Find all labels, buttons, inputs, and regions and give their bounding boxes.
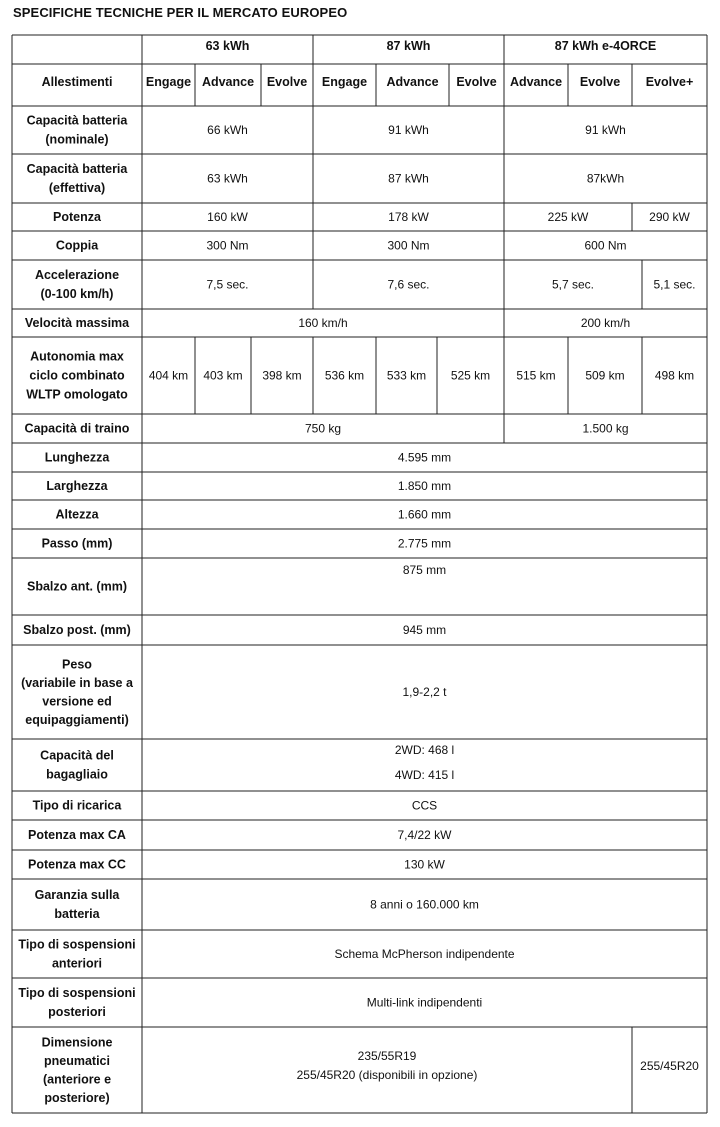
row-label-line: (variabile in base a — [21, 675, 133, 690]
row-label-line: Capacità batteria — [26, 113, 128, 128]
row-label-line: versione ed — [42, 694, 112, 709]
cell-value: 255/45R20 (disponibili in opzione) — [296, 1068, 478, 1082]
row-label-line: Capacità batteria — [26, 162, 128, 176]
cell-value: 525 km — [450, 368, 491, 383]
row-label-line: (effettiva) — [48, 181, 106, 195]
row-label — [42, 537, 113, 551]
row-label — [46, 479, 108, 493]
row-label-line: (0-100 km/h) — [40, 287, 114, 301]
row-label — [35, 268, 119, 301]
row-label-line: Dimensione — [41, 1035, 113, 1050]
cell-value: 533 km — [386, 368, 427, 383]
row-label — [28, 858, 126, 872]
cell-value: 255/45R20 — [640, 1059, 699, 1073]
row-label — [26, 350, 128, 402]
trim-header: Advance — [509, 75, 563, 89]
row-label-line: Garanzia sulla — [34, 888, 120, 902]
cell-value: 4.595 mm — [397, 450, 452, 465]
cell-value: 66 kWh — [207, 123, 248, 137]
row-label-line: Sbalzo post. (mm) — [23, 623, 131, 637]
row-label-line: WLTP omologato — [26, 387, 128, 402]
row-label — [40, 749, 114, 782]
row-label — [35, 888, 121, 921]
cell-value: 235/55R19 — [357, 1049, 417, 1063]
row-label — [27, 114, 129, 147]
cell-value: 498 km — [654, 368, 695, 383]
row-label — [25, 316, 130, 330]
row-label-line: Coppia — [55, 238, 99, 253]
row-label-line: ciclo combinato — [29, 368, 125, 383]
trim-header: Evolve — [456, 75, 497, 89]
row-label — [27, 580, 127, 594]
cell-value: 91 kWh — [585, 123, 626, 137]
group-header: 87 kWh e-4ORCE — [554, 39, 657, 53]
cell-value: 63 kWh — [207, 171, 248, 186]
group-header: 87 kWh — [386, 39, 431, 53]
trim-header: Evolve — [579, 75, 621, 89]
row-label — [21, 657, 134, 727]
cell-value: 7,4/22 kW — [397, 828, 452, 842]
cell-value: 225 kW — [547, 210, 589, 224]
row-label-line: Capacità del — [40, 748, 114, 763]
cell-value: 1.850 mm — [397, 479, 452, 493]
row-label-line: bagagliaio — [46, 767, 108, 782]
cell-value: 515 km — [516, 368, 556, 383]
row-label-line: Sbalzo ant. (mm) — [26, 579, 128, 594]
row-label — [45, 451, 111, 465]
row-label-line: pneumatici — [44, 1053, 110, 1068]
cell-value: 8 anni o 160.000 km — [370, 897, 479, 912]
row-label-line: Peso — [62, 657, 92, 672]
row-label — [53, 210, 102, 224]
cell-value: 87kWh — [586, 171, 625, 186]
cell-value: 875 mm — [402, 563, 447, 577]
row-label-line: batteria — [54, 907, 100, 921]
cell-value: 1.500 kg — [582, 421, 629, 436]
row-label-line: Altezza — [55, 507, 99, 522]
cell-value: 945 mm — [402, 623, 447, 637]
row-label — [27, 162, 129, 195]
cell-value: 2WD: 468 l — [394, 743, 455, 757]
trim-header: Advance — [386, 75, 439, 89]
cell-value: Multi-link indipendenti — [366, 995, 483, 1010]
row-label-allestimenti: Allestimenti — [41, 75, 113, 89]
row-label-line: (anteriore e — [42, 1072, 112, 1087]
cell-value: 398 km — [262, 368, 302, 383]
cell-value: Schema McPherson indipendente — [334, 947, 515, 961]
row-label-line: Lunghezza — [44, 450, 110, 465]
row-label-line: Tipo di ricarica — [32, 798, 122, 813]
cell-value: 130 kW — [404, 857, 445, 872]
row-label-line: Tipo di sospensioni — [18, 937, 136, 952]
row-label-line: Accelerazione — [34, 268, 120, 282]
cell-value: 1,9-2,2 t — [402, 685, 447, 699]
row-label — [33, 799, 123, 813]
row-label-line: Potenza max CA — [28, 828, 126, 842]
trim-header: Evolve — [266, 75, 308, 89]
row-label — [18, 986, 135, 1019]
cell-value: 536 km — [324, 368, 365, 383]
cell-value: 290 kW — [649, 210, 690, 224]
cell-value: 87 kWh — [388, 171, 429, 186]
row-label — [23, 623, 131, 637]
cell-value: CCS — [411, 798, 438, 813]
cell-value: 5,1 sec. — [653, 277, 696, 292]
cell-value: 2.775 mm — [397, 536, 452, 551]
cell-value: 200 km/h — [580, 316, 631, 330]
cell-value: 300 Nm — [387, 238, 430, 253]
row-label-line: equipaggiamenti) — [25, 712, 129, 727]
row-label-line: posteriore) — [44, 1090, 110, 1105]
row-label — [25, 422, 130, 436]
table-cells — [18, 39, 699, 1105]
trim-header: Engage — [145, 75, 192, 89]
row-label-line: Autonomia max — [30, 349, 124, 364]
cell-value: 178 kW — [388, 210, 429, 224]
row-label — [18, 938, 135, 971]
row-label-line: (nominale) — [45, 132, 109, 147]
row-label-line: Tipo di sospensioni — [18, 986, 136, 1000]
cell-value: 160 km/h — [298, 316, 348, 330]
cell-value: 404 km — [148, 368, 189, 383]
cell-value: 600 Nm — [584, 238, 627, 253]
cell-value: 750 kg — [304, 421, 342, 436]
cell-value: 509 km — [585, 368, 625, 383]
cell-value: 91 kWh — [388, 123, 429, 137]
row-label-line: Velocità massima — [24, 316, 130, 330]
document-title: SPECIFICHE TECNICHE PER IL MERCATO EUROPEO — [13, 5, 348, 20]
row-label-line: Potenza — [53, 210, 101, 224]
row-label-line: Potenza max CC — [28, 857, 126, 872]
cell-value: 4WD: 415 l — [394, 768, 455, 782]
row-label — [28, 828, 126, 842]
row-label — [56, 239, 99, 253]
cell-value: 5,7 sec. — [551, 277, 595, 292]
cell-value: 1.660 mm — [397, 507, 452, 522]
cell-value: 160 kW — [207, 210, 248, 224]
row-label-line: Passo (mm) — [41, 536, 113, 551]
row-label-line: anteriori — [51, 956, 103, 971]
row-label-line: Larghezza — [46, 479, 108, 493]
row-label-line: Capacità di traino — [24, 421, 130, 436]
trim-header: Advance — [201, 75, 255, 89]
trim-header: Engage — [321, 75, 368, 89]
row-label — [42, 1035, 113, 1105]
row-label — [55, 508, 99, 522]
cell-value: 7,6 sec. — [387, 277, 430, 292]
trim-header: Evolve+ — [645, 75, 694, 89]
row-label-line: posteriori — [48, 1005, 106, 1019]
cell-value: 403 km — [203, 368, 243, 383]
group-header: 63 kWh — [205, 39, 250, 53]
cell-value: 300 Nm — [206, 238, 249, 253]
cell-value: 7,5 sec. — [206, 277, 249, 292]
